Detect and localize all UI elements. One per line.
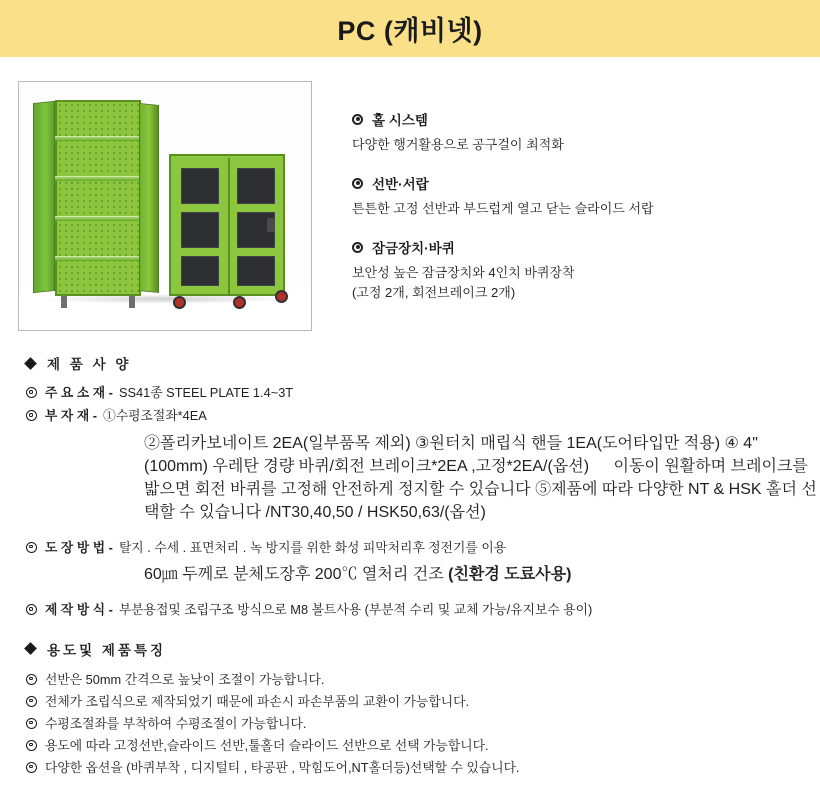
coating-detail: 60㎛ 두께로 분체도장후 200℃ 열처리 건조 (144, 566, 444, 584)
cabinet-shelf (55, 216, 141, 221)
feature-description: 다양한 행거활용으로 공구걸이 최적화 (352, 137, 564, 152)
spec-value: ①수평조절좌*4EA (103, 408, 207, 424)
feature-item (352, 173, 820, 219)
perforated-panel (57, 102, 139, 294)
double-circle-bullet-icon (26, 387, 37, 398)
page-header-banner (0, 0, 820, 57)
double-circle-bullet-icon (26, 740, 37, 751)
cabinet-caster (275, 290, 288, 303)
open-cabinet-illustration (43, 100, 155, 300)
cabinet-lock-icon (267, 218, 275, 232)
double-circle-bullet-icon (26, 696, 37, 707)
spec-label-wrap (26, 406, 97, 426)
diamond-bullet-icon (24, 357, 37, 370)
cabinet-right-door (139, 103, 159, 293)
double-circle-bullet-icon (26, 410, 37, 421)
feature-title-row (352, 173, 820, 193)
coating-eco-note: (친환경 도료사용) (448, 566, 572, 584)
feature-title-row (352, 237, 820, 257)
double-circle-bullet-icon (26, 604, 37, 615)
cabinet-caster (233, 296, 246, 309)
sub-material-item: ②폴리카보네이트 2EA(일부품목 제외) (144, 434, 411, 452)
spec-row-sub-material (26, 406, 820, 426)
product-photo (18, 81, 312, 331)
cabinet-left-door (33, 101, 55, 293)
spec-label: 도 장 방 법 - (45, 539, 113, 555)
double-circle-bullet-icon (26, 674, 37, 685)
feature-description: 튼튼한 고정 선반과 부드럽게 열고 닫는 슬라이드 서랍 (352, 201, 654, 217)
feature-title: 잠금장치·바퀴 (372, 241, 455, 257)
top-section (0, 57, 820, 331)
sub-material-item: ④ 4" (100mm) 우레탄 경량 바퀴/회전 브레이크*2EA ,고정*2EA/(옵션) (144, 434, 758, 475)
spec-value: 부분용접및 조립구조 방식으로 M8 볼트사용 (부분적 수리 및 교체 가능/유지보수 용이) (118, 602, 593, 618)
cabinet-leg (129, 296, 135, 308)
coating-detail-row (144, 561, 820, 584)
spec-section-title: 제 품 사 양 (47, 357, 132, 372)
spec-label: 제 작 방 식 - (45, 602, 113, 618)
feature-item (352, 237, 820, 303)
cabinet-caster (173, 296, 186, 309)
usage-list-item (26, 713, 820, 735)
cabinet-window (181, 212, 219, 248)
usage-list-item (26, 669, 820, 691)
usage-section-title-row (26, 639, 820, 659)
feature-description-secondary: (고정 2개, 회전브레이크 2개) (352, 285, 516, 301)
cabinet-leg (61, 296, 67, 308)
bullet-circle-icon (352, 114, 363, 125)
spec-value: SS41종 STEEL PLATE 1.4~3T (118, 385, 294, 400)
spec-label: 주 요 소 재 - (45, 385, 113, 400)
usage-text: 선반은 50mm 간격으로 높낮이 조절이 가능합니다. (45, 671, 325, 687)
sub-material-item: ⑤제품에 따라 다양한 NT & HSK 홀더 선택할 수 있습니다 /NT30,40,50 / HSK50,63/(옵션) (144, 480, 817, 521)
spec-label-wrap (26, 600, 113, 620)
double-circle-bullet-icon (26, 762, 37, 773)
feature-list (352, 81, 820, 331)
spec-section (0, 331, 820, 779)
page-title: PC (캐비넷) (337, 16, 483, 46)
bullet-circle-icon (352, 178, 363, 189)
diamond-bullet-icon (24, 643, 37, 656)
usage-text: 전체가 조립식으로 제작되었기 때문에 파손시 파손부품의 교환이 가능합니다. (45, 693, 470, 709)
feature-item (352, 109, 820, 155)
feature-title-row (352, 109, 820, 129)
spec-value: 탈지 . 수세 . 표면처리 . 녹 방지를 위한 화성 피막처리후 정전기를 이용 (118, 539, 507, 555)
cabinet-shelf (55, 136, 141, 141)
spec-label: 부 자 재 - (45, 408, 98, 424)
double-circle-bullet-icon (26, 542, 37, 553)
spec-row-main-material (26, 383, 820, 403)
sub-material-item: ③원터치 매립식 핸들 1EA(도어타입만 적용) (415, 434, 721, 452)
usage-section-title: 용도및 제품특징 (47, 642, 167, 658)
cabinet-shelf (55, 256, 141, 261)
usage-list-item (26, 691, 820, 713)
feature-title: 홀 시스템 (372, 113, 428, 128)
usage-text: 다양한 옵션을 (바퀴부착 , 디지털티 , 타공판 , 막힘도어,NT홀더등)선택할 수 있습니다. (45, 759, 520, 775)
spec-label-wrap (26, 538, 113, 558)
bullet-circle-icon (352, 242, 363, 253)
spec-row-manufacturing (26, 600, 820, 620)
cabinet-window (181, 256, 219, 286)
feature-title: 선반·서랍 (372, 177, 429, 193)
cabinet-shelf (55, 176, 141, 181)
usage-list-item (26, 757, 820, 779)
spec-group-sub-material (26, 406, 820, 521)
double-circle-bullet-icon (26, 718, 37, 729)
spec-group-coating (26, 538, 820, 584)
cabinet-window (237, 168, 275, 204)
sub-material-list (144, 430, 820, 522)
feature-description: 보안성 높은 잠금장치와 4인치 바퀴장착 (352, 265, 575, 281)
usage-list-item (26, 735, 820, 757)
cabinet-window (181, 168, 219, 204)
cabinet-panel-split (228, 158, 230, 296)
usage-text: 용도에 따라 고정선반,슬라이드 선반,툴홀더 슬라이드 선반으로 선택 가능합니다. (45, 737, 489, 753)
spec-section-title-row (26, 353, 820, 373)
spec-label-wrap (26, 383, 113, 403)
sub-material-item-note: 이동이 원활하며 브레이크를 밟으면 회전 바퀴를 고정해 안전하게 정지할 수 있습니다 (144, 457, 808, 498)
usage-list (26, 669, 820, 779)
spec-row-coating (26, 538, 820, 558)
cabinet-window (237, 256, 275, 286)
closed-cabinet-illustration (169, 154, 285, 296)
usage-text: 수평조절좌를 부착하여 수평조절이 가능합니다. (45, 715, 307, 731)
